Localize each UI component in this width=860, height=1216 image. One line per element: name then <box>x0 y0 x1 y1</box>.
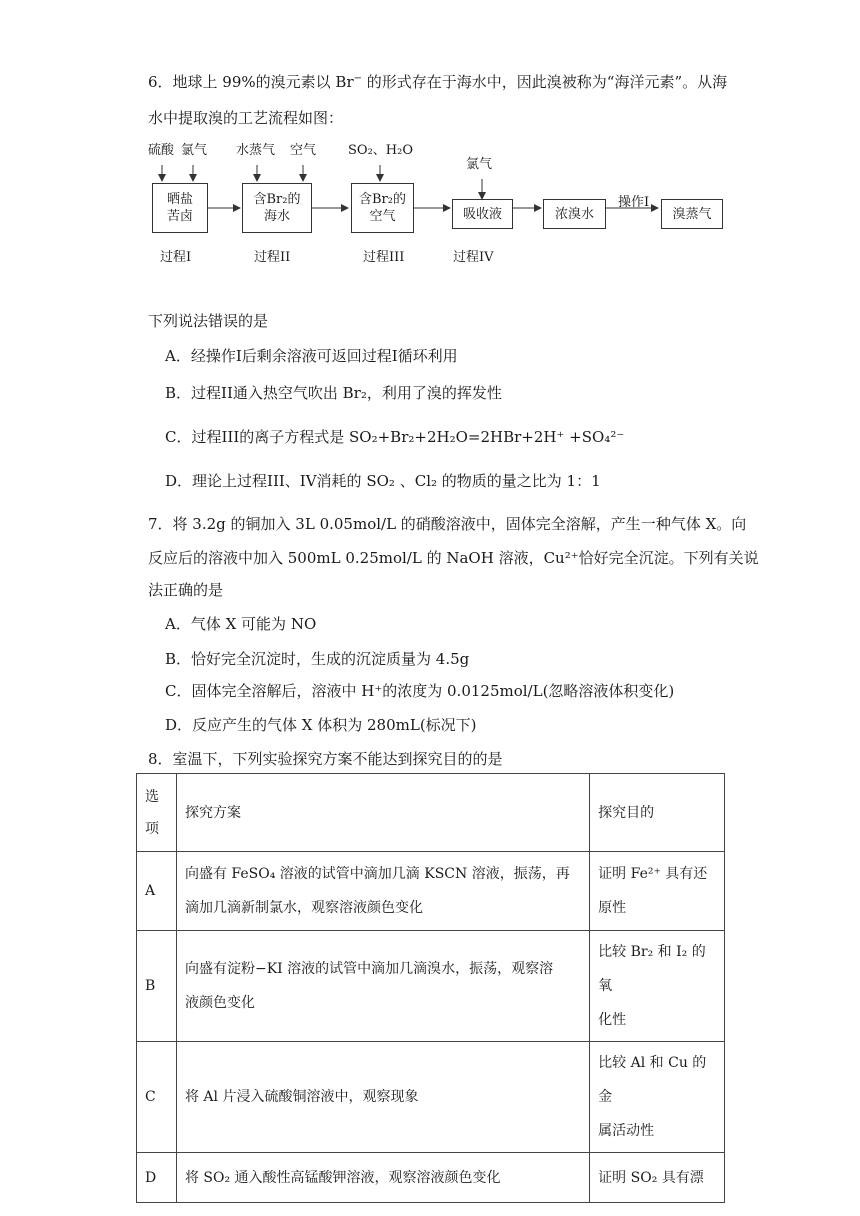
table-row <box>137 1042 725 1153</box>
input-sulfuric-acid: 硫酸 <box>148 143 175 158</box>
q6-option-b: B．过程II通入热空气吹出 Br₂，利用了溴的挥发性 <box>165 384 502 402</box>
table-header-row <box>137 774 725 852</box>
table-row <box>137 1153 725 1203</box>
process-flow-diagram <box>140 135 740 270</box>
ionic-equation: SO₂+Br₂+2H₂O=2HBr+2H⁺ +SO₄²⁻ <box>349 428 625 446</box>
header-plan: 探究方案 <box>176 774 589 852</box>
q6-stem-line2: 水中提取溴的工艺流程如图： <box>148 109 344 127</box>
row-goal: 比较 Al 和 Cu 的金 属活动性 <box>590 1042 725 1153</box>
q6-stem-text: 6．地球上 99%的溴元素以 <box>148 73 336 91</box>
bromide-ion: Br− <box>335 73 363 91</box>
row-plan: 将 SO₂ 通入酸性高锰酸钾溶液，观察溶液颜色变化 <box>176 1153 589 1203</box>
row-option: A <box>137 852 177 931</box>
experiment-table <box>136 773 725 1203</box>
q8-stem: 8．室温下，下列实验探究方案不能达到探究目的的是 <box>148 750 503 768</box>
q6-stem-line1 <box>148 71 727 93</box>
input-chlorine-2: 氯气 <box>466 157 493 172</box>
q6-question: 下列说法错误的是 <box>148 312 269 330</box>
process-label-1: 过程I <box>160 250 192 265</box>
operation-label: 操作I <box>618 195 650 210</box>
q7-stem-line3: 法正确的是 <box>148 581 224 599</box>
box-br2-air: 含Br₂的 空气 <box>351 183 414 233</box>
row-goal: 证明 Fe²⁺ 具有还 原性 <box>590 852 725 931</box>
header-goal: 探究目的 <box>590 774 725 852</box>
process-label-4: 过程IV <box>453 250 494 265</box>
flow-arrows <box>140 135 740 270</box>
process-label-2: 过程II <box>254 250 291 265</box>
input-steam: 水蒸气 <box>236 143 276 158</box>
row-option: D <box>137 1153 177 1203</box>
q7-stem-line1: 7．将 3.2g 的铜加入 3L 0.05mol/L 的硝酸溶液中，固体完全溶解，产生一种气体 X。向 <box>148 515 747 533</box>
q6-option-a: A．经操作I后剩余溶液可返回过程I循环利用 <box>165 347 458 365</box>
input-chlorine-1: 氯气 <box>181 143 208 158</box>
q7-option-d: D．反应产生的气体 X 体积为 280mL(标况下) <box>165 716 477 734</box>
table-row <box>137 852 725 931</box>
row-goal: 比较 Br₂ 和 I₂ 的氧 化性 <box>590 931 725 1042</box>
row-option: C <box>137 1042 177 1153</box>
q7-option-b: B．恰好完全沉淀时，生成的沉淀质量为 4.5g <box>165 650 470 668</box>
table-row <box>137 931 725 1042</box>
input-air: 空气 <box>290 143 317 158</box>
box-br2-seawater: 含Br₂的 海水 <box>242 183 312 233</box>
q6-stem-text-cont: 的形式存在于海水中，因此溴被称为“海洋元素”。从海 <box>362 73 728 91</box>
process-label-3: 过程III <box>363 250 405 265</box>
q7-option-c: C．固体完全溶解后，溶液中 H⁺的浓度为 0.0125mol/L(忽略溶液体积变化) <box>165 682 675 700</box>
input-so2-water: SO₂、H₂O <box>348 143 413 158</box>
q7-option-a: A．气体 X 可能为 NO <box>165 615 317 633</box>
row-plan: 将 Al 片浸入硫酸铜溶液中，观察现象 <box>176 1042 589 1153</box>
box-salt-brine: 晒盐 苦卤 <box>152 183 208 233</box>
row-plan: 向盛有淀粉−KI 溶液的试管中滴加几滴溴水，振荡，观察溶 液颜色变化 <box>176 931 589 1042</box>
q6-option-d: D．理论上过程III、IV消耗的 SO₂ 、Cl₂ 的物质的量之比为 1：1 <box>165 472 601 490</box>
q6-option-c: C．过程III的离子方程式是 SO₂+Br₂+2H₂O=2HBr+2H⁺ +SO₄²⁻ <box>165 428 625 446</box>
row-goal: 证明 SO₂ 具有漂 <box>590 1153 725 1203</box>
row-plan: 向盛有 FeSO₄ 溶液的试管中滴加几滴 KSCN 溶液，振荡，再 滴加几滴新制氯水，观察溶液颜色变化 <box>176 852 589 931</box>
q7-stem-line2: 反应后的溶液中加入 500mL 0.25mol/L 的 NaOH 溶液，Cu²⁺恰好完全沉淀。下列有关说 <box>148 549 759 567</box>
box-concentrated-bromine-water: 浓溴水 <box>543 199 606 229</box>
header-option: 选 项 <box>137 774 177 852</box>
box-absorption-liquid: 吸收液 <box>452 199 513 229</box>
row-option: B <box>137 931 177 1042</box>
box-bromine-vapor: 溴蒸气 <box>661 199 723 229</box>
